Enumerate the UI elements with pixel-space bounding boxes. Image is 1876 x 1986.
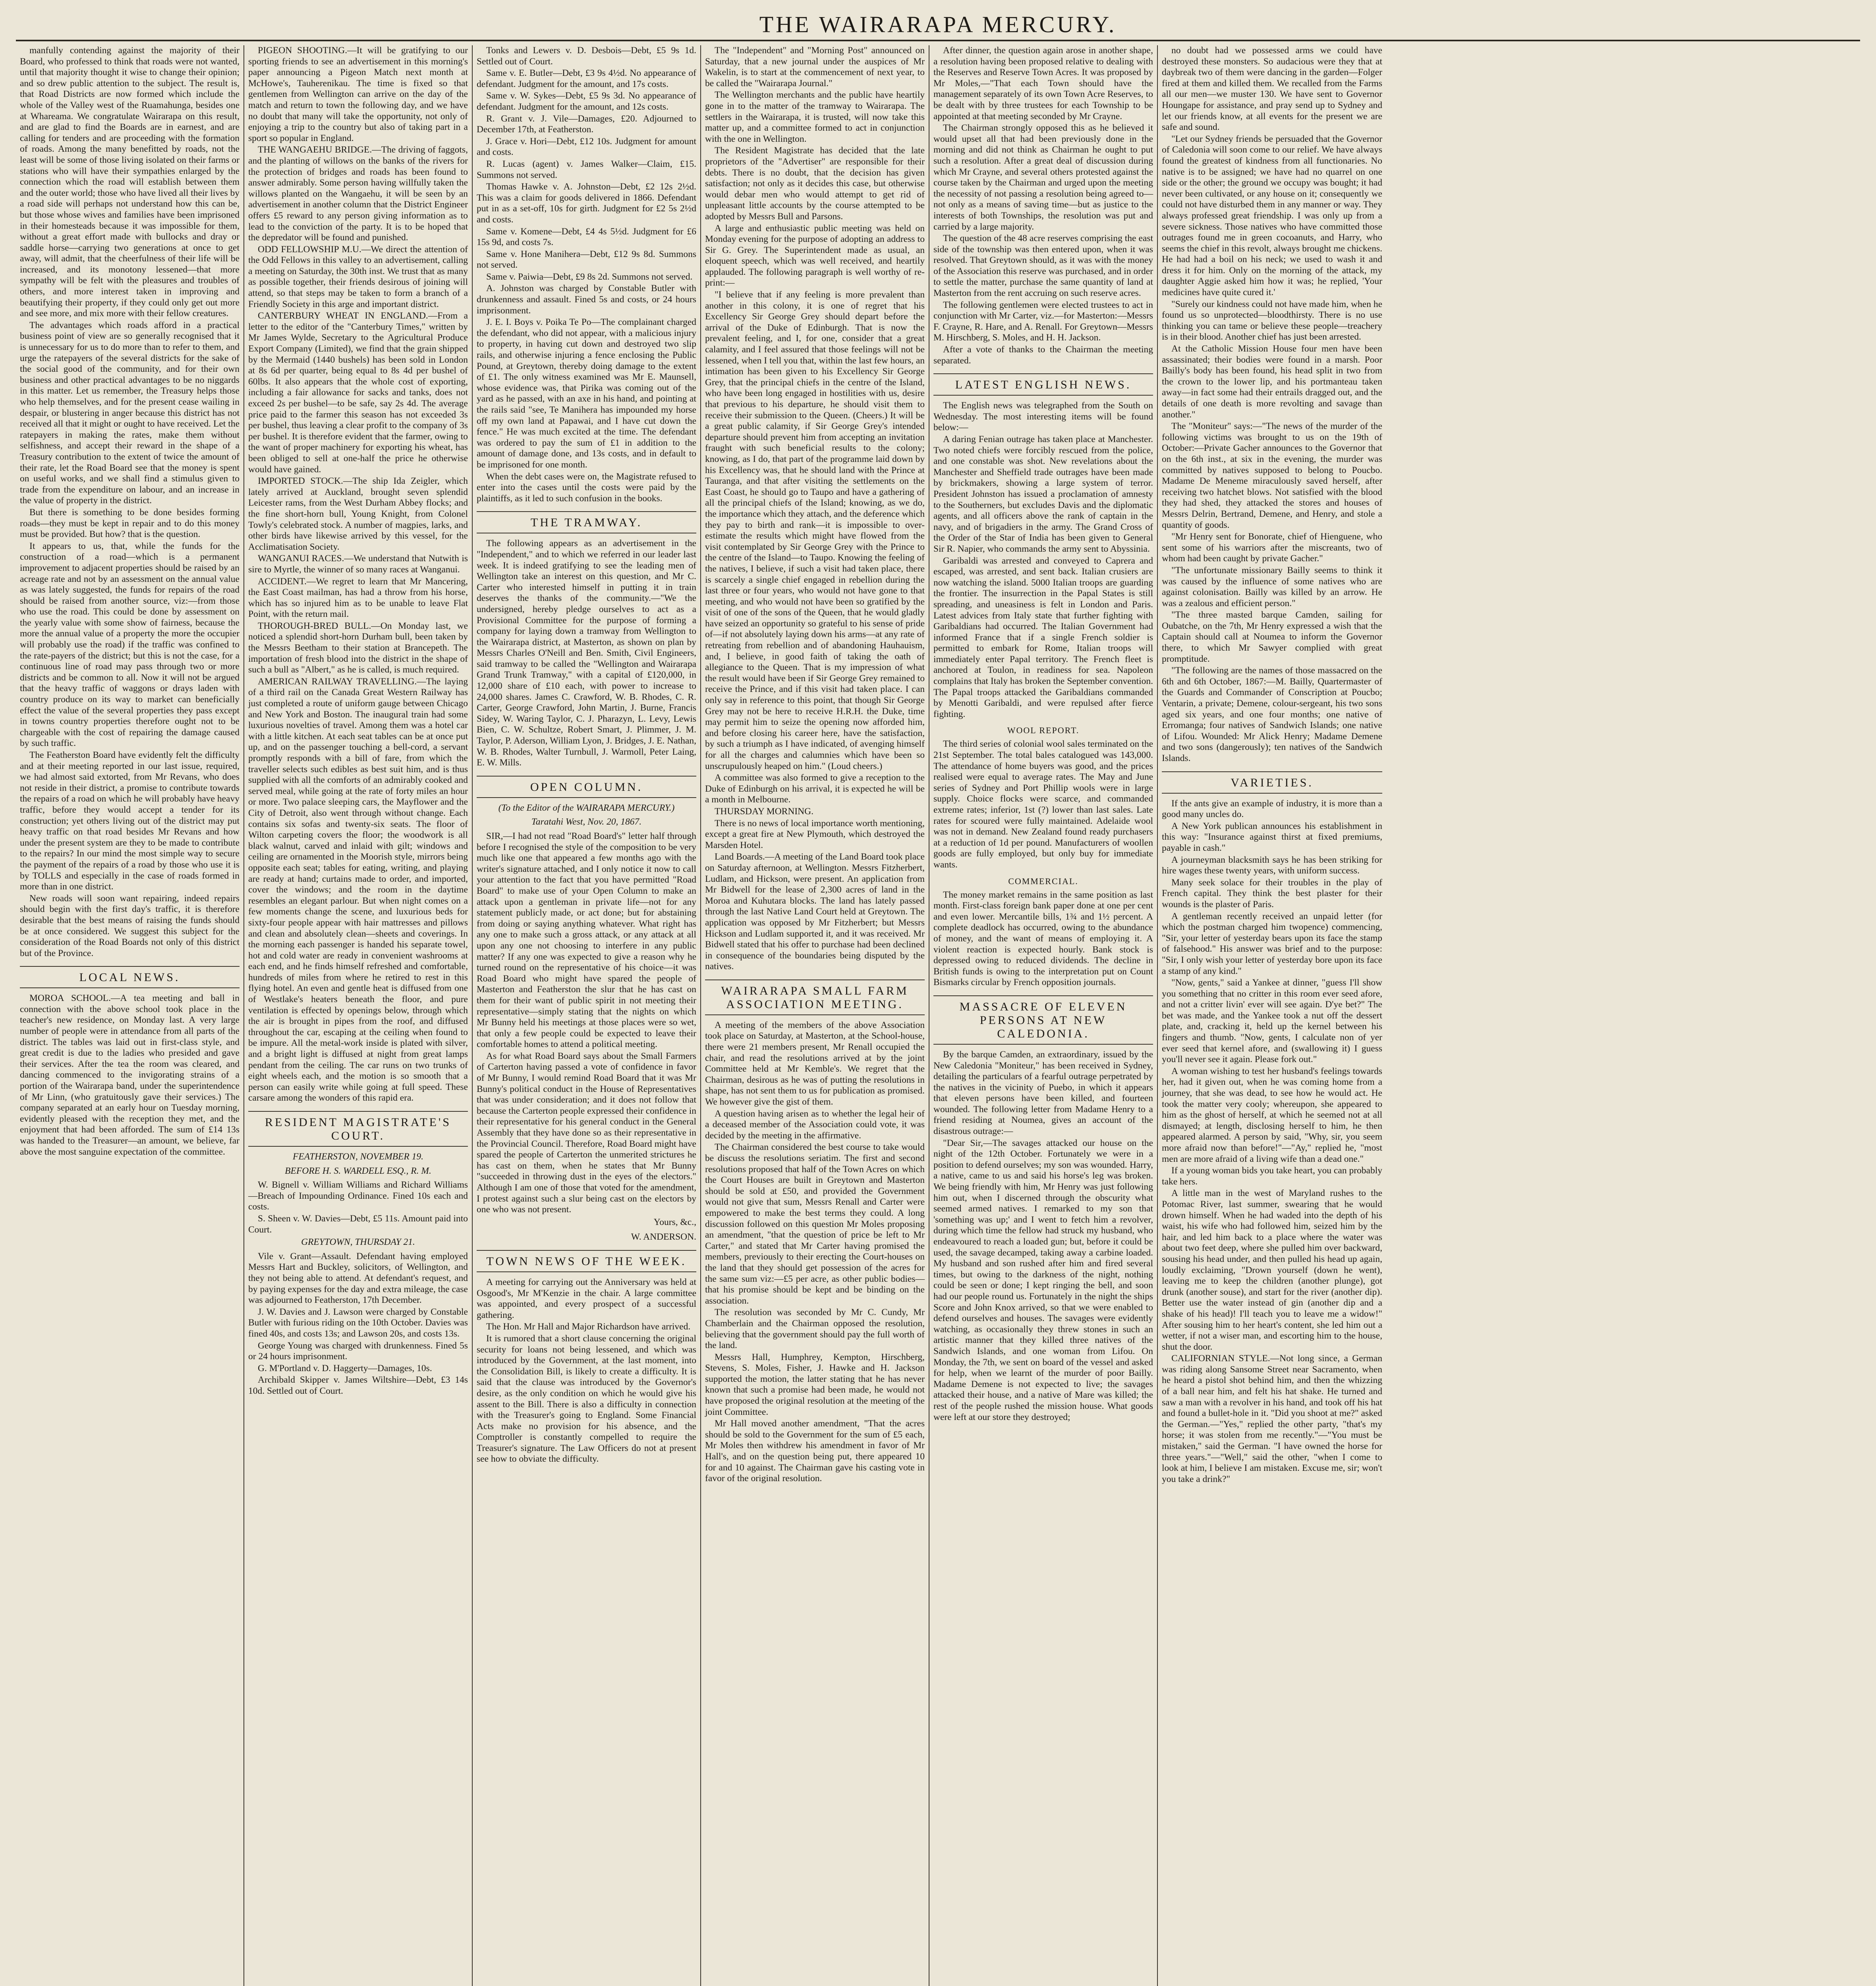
article-paragraph: The "Moniteur" says:—"The news of the murder of the following victims was brought to us on the 19th of October:—Private Gacher announces to the Governor that on the 6th inst., at six in the evening, the murder was committed by natives supposed to belong to Poucbo. Madame De Meneme miraculously saved herself, after receiving two hatchet blows. Not satisfied with the blood they had shed, they attacked the stores and houses of Messrs Delrin, Bertrand, Demene, and Henry, and stole a quantity of goods. xyxy=(1162,421,1382,530)
article-paragraph: Many seek solace for their troubles in the play of French capital. They think the best plaster for their wounds is the plaster of Paris. xyxy=(1162,877,1382,910)
article-paragraph: A committee was also formed to give a reception to the Duke of Edinburgh on his arrival, it is expected he will be a month in Melbourne. xyxy=(705,773,925,805)
article-paragraph: Same v. Paiwia—Debt, £9 8s 2d. Summons not served. xyxy=(486,271,693,282)
article-paragraph: If the ants give an example of industry, it is more than a good many uncles do. xyxy=(1162,798,1382,820)
dateline: (To the Editor of the WAIRARAPA MERCURY.) xyxy=(498,802,675,813)
article-paragraph: THOROUGH-BRED BULL.—On Monday last, we noticed a splendid short-horn Durham bull, been taken by the Messrs Beetham to their station at Brancepeth. The importation of fresh blood into the district in the shape of such a bull as "Albert," as he is called, is much required. xyxy=(248,620,468,675)
article-paragraph: The following gentlemen were elected trustees to act in conjunction with Mr Carter, viz.—for Masterton:—Messrs F. Crayne, R. Hare, and A. Renall. For Greytown—Messrs M. Hirschberg, S. Moles, and H. H. Jackson. xyxy=(933,299,1153,343)
article-paragraph: The Featherston Board have evidently felt the difficulty and at their meeting reported in our last issue, required, we had almost said extorted, from Mr Revans, who does not reside in their district, a promise to contribute towards the repairs of a road on which he will probably have heavy traffic, before they would accept a tender for its construction; yet others living out of the district may put heavy traffic on that road besides Mr Revans and how under the present system are they to be made to contribute to the repairs? In our mind the most simple way to secure the payment of the repairs of a road by those who use it is by TOLLS and especially in the case of roads formed in more than in one district. xyxy=(20,750,240,892)
column-4 xyxy=(701,45,929,1986)
dateline: BEFORE H. S. WARDELL ESQ., R. M. xyxy=(285,1165,431,1176)
article-paragraph: R. Lucas (agent) v. James Walker—Claim, £15. Summons not served. xyxy=(477,158,696,180)
article-paragraph: The English news was telegraphed from the South on Wednesday. The most interesting items will be found below:— xyxy=(933,400,1153,433)
article-paragraph: Thomas Hawke v. A. Johnston—Debt, £2 12s 2½d. This was a claim for goods delivered in 1866. Defendant put in as a set-off, 10s for girth. Judgment for £2 5s 2½d and costs. xyxy=(477,182,696,225)
article-paragraph: manfully contending against the majority of their Board, who professed to think that roads were not wanted, until that majority thought it wise to change their opinion; and so drew public attention to the subject. The result is, that Road Districts are now formed which include the whole of the Valley west of the Ruamahunga, besides one at Whareama. We congratulate Wairarapa on this result, and are glad to find the Boards are in earnest, and are calling for tenders and are proceeding with the formation of roads. Among the many benefitted by roads, not the least will be some of those living isolated on their farms or stations who will have their sympathies enlarged by the connection which the road will establish between them and the outer world; those who have lived all their lives by a road side will perhaps not understand how this can be, but those whose wives and families have been imprisoned in their homesteads because it was impossible for them, without a great effort made with bullocks and dray or saddle horse—carrying two generations at once to get away, will admit, that the cheerfulness of their life will be increased, and its monotony lessened—that more sympathy will be felt with the pleasures and troubles of others, and more interest taken in improving and beautifying their property, if they could only get out more and see more, and mix more with their fellow creatures. xyxy=(20,45,240,319)
article-paragraph: "The unfortunate missionary Bailly seems to think it was caused by the influence of some natives who are against colonisation. Bailly was killed by an arrow. He was a zealous and efficient person." xyxy=(1162,565,1382,609)
section-heading: LATEST ENGLISH NEWS. xyxy=(933,373,1153,396)
article-paragraph: S. Sheen v. W. Davies—Debt, £5 11s. Amount paid into Court. xyxy=(248,1213,468,1235)
article-paragraph: The money market remains in the same position as last month. First-class foreign bank paper done at one per cent and even lower. Mercantile bills, 1¾ and 1½ percent. A complete deadlock has occurred, owing to the abundance of money, and the want of means of employing it. A violent reaction is expected hourly. Bank stock is depressed owing to reduced dividends. The decline in British funds is owing to the interpretation put on Count Bismarks circular by French opposition journals. xyxy=(933,889,1153,988)
section-heading: MASSACRE OF ELEVEN PERSONS AT NEW CALEDONIA. xyxy=(933,995,1153,1045)
article-paragraph: The "Independent" and "Morning Post" announced on Saturday, that a new journal under the auspices of Mr Wakelin, is to start at the commencement of next year, to be called the "Wairarapa Journal." xyxy=(705,45,925,89)
article-paragraph: Garibaldi was arrested and conveyed to Caprera and escaped, was arrested, and sent back. Italian crusiers are now watching the island. 5000 Italian troops are guarding the frontier. The insurrection in the Papal States is still spreading, and uneasiness is felt in London and Paris. Latest advices from Italy state that further fighting with Garibaldians had occurred. The Italian Government had informed France that if a single French soldier is permitted to embark for Rome, Italian troops will immediately enter Papal territory. The French fleet is anchored at Toulon, in readiness for sea. Napoleon complains that Italy has broken the September convention. The Papal troops attacked the Garibaldians commanded by Menotti Garibaldi, and were repulsed after fierce fighting. xyxy=(933,555,1153,719)
article-paragraph: The following appears as an advertisement in the "Independent," and to which we referred in our leader last week. It is indeed gratifying to see the leading men of Wellington take an interest on this question, and Mr C. Carter who interested himself in putting it in train deserves the thanks of the community.—"We the undersigned, hereby pledge ourselves to act as a Provisional Committee for the purpose of forming a company for laying down a tramway from Wellington to the Wairarapa district, at Masterton, as shown on plan by Messrs Charles O'Neill and Ben. Smith, Civil Engineers, said tramway to be called the "Wellington and Wairarapa Grand Trunk Tramway," with a capital of £120,000, in 12,000 share of £10 each, with power to increase to 24,000 shares. James C. Crawford, W. B. Rhodes, C. R. Carter, George Crawford, John Martin, J. Burne, Francis Sidey, W. Waring Taylor, C. J. Pharazyn, L. Levy, Lewis Bien, C. W. Schultze, Robert Smart, J. Plimmer, J. M. Taylor, P. Aderson, William Lyon, J. Bridges, J. E. Nathan, W. B. Rhodes, Walter Turnbull, J. Warmoll, Peter Laing, E. W. Mills. xyxy=(477,538,696,768)
article-paragraph: "Surely our kindness could not have made him, when he found us so unprotected—bloodthirsty. There is no use thinking you can tame or believe these people—treachery is in their blood. Another chief has just been arrested. xyxy=(1162,299,1382,342)
article-paragraph: Same v. Hone Manihera—Debt, £12 9s 8d. Summons not served. xyxy=(477,249,696,270)
article-paragraph: W. Bignell v. William Williams and Richard Williams—Breach of Impounding Ordinance. Fined 10s each and costs. xyxy=(248,1180,468,1212)
article-paragraph: As for what Road Board says about the Small Farmers of Carterton having passed a vote of confidence in favor of Mr Bunny, I would remind Road Board that it was Mr Bunny's political conduct in the House of Representatives that was under consideration; and it does not follow that because the Carterton people expressed their confidence in their representative for his general conduct in the General Assembly that they have done so as their representative in the Provincial Council. Therefore, Road Board might have spared the people of Carterton the unmerited strictures he has cast on them, when he states that Mr Bunny "succeeded in throwing dust in the eyes of the electors." Although I am one of those that voted for the amendment, I protest against such a slur being cast on the electors by one who was not present. xyxy=(477,1051,696,1215)
dateline: FEATHERSTON, NOVEMBER 19. xyxy=(293,1151,423,1162)
article-paragraph: "Mr Henry sent for Bonorate, chief of Hienguene, who sent some of his warriors after the miscreants, two of whom had been caught by private Gacher." xyxy=(1162,531,1382,564)
article-paragraph: "Dear Sir,—The savages attacked our house on the night of the 12th October. Fortunately we were in a position to defend ourselves; my son was wounded. Harry, a native, came to us and said his horse's leg was broken. We being friendly with him, Mr Henry was just following him out, when I discerned through the obscurity what seemed armed natives. I remarked to my son that 'something was up;' and I went to fetch him a revolver, during which time the fellow had struck my husband, who endeavoured to reach a loaded gun; but, before it could be used, the savage decamped, taking away a carbine loaded. My husband and son rushed after him and fired several times, but owing to the darkness of the night, nothing could be seen or done; I kept ringing the bell, and soon had our people round us. Fortunately in the night the ships Score and John Knox arrived, so that we were enabled to defend ourselves and houses. The savages were evidently watching, as occasionally they threw stones in such an artistic manner that they killed three natives of the Sandwich Islands, and one woman from Lifou. On Monday, the 7th, we sent on board of the vessel and asked for help, when we learnt of the murder of poor Bailly. Madame Demene is not expected to live; the savages attacked their house, and a native of Mare was killed; the rest of the people rushed the mission house. What goods were left at our store they destroyed; xyxy=(933,1138,1153,1422)
article-paragraph: Vile v. Grant—Assault. Defendant having employed Messrs Hart and Buckley, solicitors, of Wellington, and they not being able to attend. At defendant's request, and by paying expenses for the day and extra mileage, the case was adjourned to Featherston, 17th December. xyxy=(248,1251,468,1306)
article-paragraph: "I believe that if any feeling is more prevalent than another in this colony, it is one of regret that his Excellency Sir George Grey should depart before the arrival of the Duke of Edinburgh. That is now the prevalent feeling, and I, for one, consider that a great calamity, and I feel assured that those feelings will not be lessened, when I tell you that, within the last few hours, an intimation has been given to his Excellency Sir George Grey, that the principal chiefs in the centre of the Island, who have been long engaged in hostilities with us, desire that previous to his departure, he should visit them to receive their submission to the Queen. (Cheers.) It will be a great public calamity, if Sir George Grey's intended departure should prevent him from accepting an invitation fraught with such beneficial results to the colony; knowing, as I do, that part of the programme laid down by his Excellency was, that he should land with the Prince at Tauranga, and that after visiting the settlements on the East Coast, he should go to Taupo and have a gathering of all the principal chiefs of the Island; knowing, as we do, the importance which they attach, and the deference which they pay to birth and rank—it is impossible to over-estimate the results which might have flowed from the visit contemplated by Sir George Grey with the Prince to the centre of the Island—to Taupo. Knowing the feeling of the natives, I believe, if such a visit had taken place, there is scarcely a single chief engaged in rebellion during the last three or four years, who would not have gone to that meeting, and who would not have been so gratified by the visit of one of the sons of the Queen, that he would gladly have seized an opportunity so grateful to his sense of pride of—if not absolutely laying down his arms—at any rate of retreating from rebellion and of abandoning Hauhauism, and, I believe, in good faith of taking the oath of allegiance to the Queen. That is my impression of what the result would have been if Sir George Grey remained to receive the Prince, and if this visit had taken place. I can only say in reference to this point, that though Sir George Grey may not be here to receive H.R.H. the Duke, time may permit him to seize the opening now afforded him, and before closing his career here, have the satisfaction, by such a triumph as I have indicated, of avenging himself for all the charges and calumnies which have been so unscrupulously heaped on him." (Loud cheers.) xyxy=(705,290,925,771)
subheading: WOOL REPORT. xyxy=(1007,725,1080,736)
article-paragraph: Same v. E. Butler—Debt, £3 9s 4½d. No appearance of defendant. Judgment for the amount, and 17s costs. xyxy=(477,68,696,89)
article-paragraph: A question having arisen as to whether the legal heir of a deceased member of the Association could vote, it was decided by the meeting in the affirmative. xyxy=(705,1108,925,1141)
article-paragraph: AMERICAN RAILWAY TRAVELLING.—The laying of a third rail on the Canada Great Western Railway has just completed a route of uniform gauge between Chicago and New York and Boston. The inaugural train had some luxurious novelties of travel. Among them was a hotel car with a little kitchen. At each seat tables can be at once put up, and on the passenger touching a bell-cord, a servant promptly responds with a bill of fare, from which the traveller selects such edibles as best suit him, and is thus supplied with all the comforts of an admirably cooked and served meal, while going at the rate of forty miles an hour or more. Two palace sleeping cars, the Mayflower and the City of Detroit, also went through without change. Each contains six sofas and twenty-six seats. The floor of Wilton carpeting covers the floor; the woodwork is all black walnut, carved and inlaid with gilt; windows and ceiling are ornamented in the Moorish style, mirrors being opposite each seat; tables for eating, writing, and playing are ready at hand; curtains made to order, and imported, cover the windows; and the room in the daytime resembles an elegant parlour. But when night comes on a few moments change the scene, and luxurious beds for sixty-four people appear with hair mattresses and pillows and clean and absolutely clean—sheets and coverings. In the morning each passenger is handed his separate towel, hot and cold water are ready in convenient washrooms at each end, and he finds himself refreshed and comfortable, hundreds of miles from where he retired to rest in this flying hotel. An even and gentle heat is diffused from one of Westlake's heaters beneath the floor, and pure ventilation is effected by openings below, through which the air is brought in pipes from the roof, and diffused throughout the car, escaping at the ceiling when found to be impure. All the metal-work inside is plated with silver, and a bright light is diffused at night from great lamps pendant from the ceiling. The car runs on two trunks of eight wheels each, and the motion is so smooth that a person can easily write while going at full speed. These carsare among the wonders of this rapid era. xyxy=(248,676,468,1103)
article-paragraph: A daring Fenian outrage has taken place at Manchester. Two noted chiefs were forcibly rescued from the police, and one constable was shot. New revelations about the Manchester and Sheffield trade outrages have been made by brickmakers, showing a large system of terror. President Johnston has issued a proclamation of amnesty to the Southerners, but excludes Davis and the diplomatic agents, and all officers above the rank of captain in the navy, and of brigadiers in the army. The Grand Cross of the Order of the Star of India has been given to General Sir R. Napier, who commands the army sent to Abyssinia. xyxy=(933,434,1153,554)
section-heading: LOCAL NEWS. xyxy=(20,966,240,988)
column-1 xyxy=(16,45,244,1986)
section-heading: TOWN NEWS OF THE WEEK. xyxy=(477,1250,696,1272)
article-paragraph: ODD FELLOWSHIP M.U.—We direct the attention of the Odd Fellows in this valley to an advertisement, calling a meeting on Saturday, the 30th inst. We trust that as many as possible together, their friends desirous of joining will attend, so that steps may be taken to form a branch of a Friendly Society in this arge and important district. xyxy=(248,244,468,309)
article-paragraph: CANTERBURY WHEAT IN ENGLAND.—From a letter to the editor of the "Canterbury Times," written by Mr James Wylde, Secretary to the Agricultural Produce Export Company (Limited), we find that the grain shipped by the Mermaid (1440 bushels) has been sold in London at 8s 6d per quarter, being equal to 8s 4d per bushel of 60lbs. It also appears that the whole cost of exporting, including a fair allowance for sacks and tanks, does not exceed 2s per bushel—to be safe, say 2s 4d. The average price paid to the farmer this season has not exceeded 3s per bushel, thus leaving a clear profit to the company of 3s per bushel. It is therefore evident that the farmer, owing to the want of proper machinery for exporting his wheat, has been obliged to sell at one-half the price he otherwise would have gained. xyxy=(248,311,468,475)
section-heading: RESIDENT MAGISTRATE'S COURT. xyxy=(248,1111,468,1147)
signature-line: W. ANDERSON. xyxy=(631,1232,696,1242)
article-paragraph: "The following are the names of those massacred on the 6th and 6th October, 1867:—M. Bailly, Quartermaster of the Guards and Commander of Conscription at Poucbo; Ventarin, a private; Demene, colour-sergeant, his two sons aged six years, and one four months; one native of Erromanga; four natives of Sandwich Islands; one native of Lifou. Wounded: Mr Alick Henry; Madame Demene and two sons (dangerously); ten natives of the Sandwich Islands. xyxy=(1162,665,1382,763)
article-paragraph: It appears to us, that, while the funds for the construction of a road—which is a permanent improvement to adjacent properties should be raised by an acreage rate and not by an assessment on the annual value as was lately suggested, the funds for repairs of the road should be raised from another source, viz:—from those who use the road. This could be done by assessment on the yearly value with some show of fairness, because the more the annual value of a property the more the occupier will probably use the road) if the traffic was confined to the rate-payers of the district; but this is not the case, for a continuous line of road may pass through two or more districts and be common to all. Now it will not be argued that the heavy traffic of waggons or drays laden with country produce on its way to market can beneficially effect the value of the several properties they pass except in towns country properties therefore ought not to be chargeable with the cost of repairing the damage caused by such traffic. xyxy=(20,541,240,749)
column-6 xyxy=(1158,45,1386,1986)
article-paragraph: New roads will soon want repairing, indeed repairs should begin with the first day's traffic, it is therefore desirable that the best means of raising the funds should be at once considered. We suggest this subject for the consideration of the Road Boards not only of this district but of the Province. xyxy=(20,893,240,958)
article-paragraph: IMPORTED STOCK.—The ship Ida Zeigler, which lately arrived at Auckland, brought seven splendid Leicester rams, from the West Durham Abbey flocks; and the fine short-horn bull, Young Knight, from Colonel Towly's celebrated stock. A number of magpies, larks, and other birds have likewise arrived by this vessel, for the Acclimatisation Society. xyxy=(248,476,468,552)
article-paragraph: J. Grace v. Hori—Debt, £12 10s. Judgment for amount and costs. xyxy=(477,136,696,158)
masthead: THE WAIRARAPA MERCURY. xyxy=(759,12,1117,37)
article-paragraph: PIGEON SHOOTING.—It will be gratifying to our sporting friends to see an advertisement in this morning's paper announcing a Pigeon Match next month at McHowe's, Tauherenikau. The time is fixed so that gentlemen from Wellington can arrive on the day of the match and return to town the following day, and we have no doubt that many will take the opportunity, not only of enjoying a trip to the country but also of taking part in a sport so popular in England. xyxy=(248,45,468,143)
article-paragraph: A journeyman blacksmith says he has been striking for hire wages these twenty years, with uniform success. xyxy=(1162,854,1382,876)
article-paragraph: Same v. W. Sykes—Debt, £5 9s 3d. No appearance of defendant. Judgment for the amount, and 12s costs. xyxy=(477,91,696,112)
section-heading: VARIETIES. xyxy=(1162,771,1382,794)
article-paragraph: Mr Hall moved another amendment, "That the acres should be sold to the Government for the sum of £5 each, Mr Moles then withdrew his amendment in favor of Mr Hall's, and on the question being put, there appeared 10 for and 10 against. The Chairman gave his casting vote in favor of the original resolution. xyxy=(705,1418,925,1484)
article-paragraph: MOROA SCHOOL.—A tea meeting and ball in connection with the above school took place in the teacher's new residence, on Monday last. A very large number of people were in attendance from all parts of the district. The tables was laid out in first-class style, and great credit is due to the ladies who presided and gave their services. After the tea the room was cleared, and dancing commenced to the invigorating strains of a portion of the Wairarapa band, under the superintendence of Mr Linn, (who gratuitously gave their services.) The company separated at an early hour on Tuesday morning, evidently pleased with the reception they met, and the enjoyment that had been afforded. The sum of £14 13s was handed to the Treasurer—an amount, we believe, far above the most sanguine expectation of the committee. xyxy=(20,993,240,1157)
signature-line: Yours, &c., xyxy=(653,1217,696,1227)
article-paragraph: Archibald Skipper v. James Wiltshire—Debt, £3 14s 10d. Settled out of Court. xyxy=(248,1375,468,1396)
article-paragraph: A woman wishing to test her husband's feelings towards her, had it given out, when he was coming home from a journey, that she was dead, to see how he would act. He took the matter very cooly; whereupon, she appeared to him as the ghost of herself, at which he seemed not at all dismayed; at length, disclosing herself to him, he then appeared alarmed. A person by said, "Why, sir, you seem more afraid now than before!"—"Ay," replied he, "most men are more afraid of a living wife than a dead one." xyxy=(1162,1066,1382,1164)
article-paragraph: The Wellington merchants and the public have heartily gone in to the matter of the tramway to Wairarapa. The settlers in the Wairarapa, it is trusted, will now take this matter up, and a committee formed to act in conjunction with the one in Wellington. xyxy=(705,90,925,144)
columns xyxy=(16,45,1860,1986)
section-heading: WAIRARAPA SMALL FARM ASSOCIATION MEETING. xyxy=(705,979,925,1015)
article-paragraph: A meeting for carrying out the Anniversary was held at Osgood's, Mr M'Kenzie in the chair. A large committee was appointed, and every prospect of a successful gathering. xyxy=(477,1277,696,1320)
article-paragraph: By the barque Camden, an extraordinary, issued by the New Caledonia "Moniteur," has been received in Sydney, detailing the particulars of a fearful outrage perpetrated by the natives in the vicinity of Puebo, in which it appears that eleven persons have been killed, and fourteen wounded. The following letter from Madame Henry to a friend residing at Noumea, gives an account of the disastrous outrage:— xyxy=(933,1049,1153,1137)
article-paragraph: A large and enthusiastic public meeting was held on Monday evening for the purpose of adopting an address to Sir G. Grey. The Superintendent made as usual, an eloquent speech, which was well received, and heartily applauded. The following paragraph is well worthy of re-print:— xyxy=(705,223,925,288)
article-paragraph: It is rumored that a short clause concerning the original security for loans not being lessened, and which was introduced by the Government, at the last moment, into the Consolidation Bill, is likely to create a difficulty. It is said that the clause was introduced by the Governor's desire, as the only condition on which he would give his assent to the Bill. There is also a difficulty in connection with the Treasurer's going to England. Some Financial Acts make no provision for his absence, and the Comptroller is constantly compelled to require the Treasurer's signature. The Law Officers do not at present see how to obviate the difficulty. xyxy=(477,1333,696,1464)
dateline: Taratahi West, Nov. 20, 1867. xyxy=(531,817,642,827)
column-3 xyxy=(473,45,701,1986)
article-paragraph: "Let our Sydney friends be persuaded that the Governor of Caledonia will soon come to our relief. We have always found the greatest of kindness from all functionaries. No native is to be assigned; we have had no quarrel on one side or the other; the ground we occupy was bought; it had never been cultivated, or any house on it; consequently we could not have disturbed them in any manner or way. They always professed great friendship. I was only up from a severe sickness. Those natives who have committed those outrages found me in green cocoanuts, and Harry, who seems the chief in this revolt, always brought me chickens. He had had a boil on his neck; we used to wash it and dress it for him. Only on the morning of the attack, my daughter Aggie asked him how it was; he replied, 'Your medicines have quite cured it.' xyxy=(1162,133,1382,298)
article-paragraph: But there is something to be done besides forming roads—they must be kept in repair and to do this money must be provided. But how? that is the question. xyxy=(20,507,240,540)
section-heading: OPEN COLUMN. xyxy=(477,776,696,798)
article-paragraph: G. M'Portland v. D. Haggerty—Damages, 10s. xyxy=(258,1363,432,1374)
article-paragraph: ACCIDENT.—We regret to learn that Mr Mancering, the East Coast mailman, has had a throw from his horse, which has so injured him as to be unable to leave Flat Point, with the return mail. xyxy=(248,576,468,620)
dateline: GREYTOWN, THURSDAY 21. xyxy=(301,1237,415,1248)
article-paragraph: A. Johnston was charged by Constable Butler with drunkenness and assault. Fined 5s and costs, or 24 hours imprisonment. xyxy=(477,283,696,316)
article-paragraph: If a young woman bids you take heart, you can probably take hers. xyxy=(1162,1165,1382,1187)
article-paragraph: George Young was charged with drunkenness. Fined 5s or 24 hours imprisonment. xyxy=(248,1340,468,1362)
article-paragraph: THE WANGAEHU BRIDGE.—The driving of faggots, and the planting of willows on the banks of the rivers for the protection of bridges and roads has been found to answer admirably. Some person having willfully taken the willows planted on the Wangaehu, it will be seen by an advertisement in another column that the District Engineer offers £5 reward to any person giving information as to lead to the conviction of the party. It is to be hoped that the depredator will be found and punished. xyxy=(248,145,468,243)
article-paragraph: The resolution was seconded by Mr C. Cundy, Mr Chamberlain and the Chairman opposed the resolution, believing that the government should pay the full worth of the land. xyxy=(705,1307,925,1351)
subheading: COMMERCIAL. xyxy=(1008,876,1078,886)
column-2 xyxy=(244,45,473,1986)
article-paragraph: After dinner, the question again arose in another shape, a resolution having been proposed relative to dealing with the Reserves and Reserve Town Acres. It was proposed by Mr Moles,—"That each Town should have the management separately of its own Town Acre Reserves, to be dealt with by three trustees for each Township to be appointed at that meeting seconded by Mr Crayne. xyxy=(933,45,1153,122)
article-paragraph: WANGANUI RACES.—We understand that Nutwith is sire to Myrtle, the winner of so many races at Wanganui. xyxy=(248,553,468,575)
article-paragraph: The Resident Magistrate has decided that the late proprietors of the "Advertiser" are responsible for their debts. There is no doubt, that the decision has given satisfaction; not only as it decides this case, but otherwise would debar men who would attempt to get rid of unpleasant little accounts by the course attempted to be adopted by Messrs Bull and Parsons. xyxy=(705,145,925,222)
article-paragraph: THURSDAY MORNING. xyxy=(715,806,813,817)
article-paragraph: There is no news of local importance worth mentioning, except a great fire at New Plymouth, which destroyed the Marsden Hotel. xyxy=(705,818,925,850)
article-paragraph: Messrs Hall, Humphrey, Kempton, Hirschberg, Stevens, S. Moles, Fisher, J. Hawke and H. Jackson supported the motion, the latter stating that he has never known that such a promise had been made, he would not have proposed the original resolution at the meeting of the joint Committee. xyxy=(705,1352,925,1417)
article-paragraph: "The three masted barque Camden, sailing for Oubatche, on the 7th, Mr Henry expressed a wish that the Captain should call at Noumea to inform the Governor there, to which Mr Sawyer complied with great promptitude. xyxy=(1162,610,1382,664)
article-paragraph: The Chairman strongly opposed this as he believed it would upset all that had been previously done in the morning and did not think as Chairman he ought to put such a resolution. After a great deal of discussion during which Mr Crayne, and several others protested against the course taken by the Chairman and urged upon the meeting the necessity of not passing a resolution being agreed to—not only as a means of saving time—but as justice to the interests of both Townships, the resolution was put and carried by a large majority. xyxy=(933,123,1153,232)
article-paragraph: A meeting of the members of the above Association took place on Saturday, at Masterton, at the School-house, there were 21 members present, Mr Renall occupied the chair, and read the resolutions arrived at by the joint Committee held at Mr Kemble's. We regret that the Chairman, desirous as he was of putting the resolutions in shape, has not sent them to us for publication as promised. We however give the gist of them. xyxy=(705,1020,925,1107)
article-paragraph: A little man in the west of Maryland rushes to the Potomac River, last summer, swearing that he would drown himself. When he had waded into the depth of his waist, his wife who had followed him, seized him by the hair, and led him back to a place where the water was about two feet deep, where she pulled him over backward, sousing his head under, and then pulled his head up again, loudly exclaiming, "Drown yourself (down he went), leaving me to keep the children (another plunge), got drunk (another souse), and start for the river (another dip). Better use the water instead of gin (another dip and a shake of his head)! I'll teach you to leave me a widow!" After sousing him to her heart's content, she led him out a wetter, if not a wiser man, and escorting him to the house, shut the door. xyxy=(1162,1188,1382,1352)
article-paragraph: The advantages which roads afford in a practical business point of view are so generally recognised that it is unnecessary for us to do more than to refer to them, and urge the ratepayers of the several districts for the sake of the social good of the community, and for their own business and other practical advantages to be no niggards in this matter. Let us remember, the Treasury helps those who help themselves, and for the present cease wailing in despair, or blustering in anger because this district has not received all that it might or ought to have received. Let the ratepayers in making the rates, make them without selfishness, and accept their reward in the shape of a Treasury contribution to the extent of twice the amount of their rate, let the Road Board see that the money is spent on useful works, and we shall find a stimulus given to trade from the expenditure on labour, and an increase in the value of property in the district. xyxy=(20,320,240,506)
article-paragraph: The third series of colonial wool sales terminated on the 21st September. The total bales catalogued was 143,000. The attendance of home buyers was good, and the prices realised were equal to average rates. The May and June series of Sydney and Port Phillip wools were in large supply. Choice flocks were scarce, and commanded extreme rates; inferior, 1st (?) lower than last sales. Late rates for scoured were fully maintained. Adelaide wool was not in demand. New Zealand found ready purchasers at a reduction of 1d per pound. Manufacturers of woollen goods are fully employed, but only buy for immediate wants. xyxy=(933,739,1153,870)
article-paragraph: The question of the 48 acre reserves comprising the east side of the township was then entered upon, when it was resolved. That Greytown should, as it was with the money of the Association this reserve was purchased, and in order to settle the matter, purchase the same quantity of land at Masterton from the rent accruing on such reserve acres. xyxy=(933,233,1153,299)
article-paragraph: After a vote of thanks to the Chairman the meeting separated. xyxy=(933,344,1153,366)
article-paragraph: The Chairman considered the best course to take would be discuss the resolutions seriatim. The first and second resolutions proposed that half of the Town Acres on which the Court Houses are built in Greytown and Masterton should be sold at £50, and provided the Government would not give that sum, Messrs Renall and Carter were empowered to make the best terms they could. A long discussion followed on this question Mr Moles proposing an amendment, "that the question of price be left to Mr Carter," and stated that Mr Carter having promised the members, previously to their erecting the Court-houses on the land that they should get possession of the acres for the same sum viz:—£5 per acre, as other public bodies—that his promise should be kept and be binding on the association. xyxy=(705,1142,925,1306)
article-paragraph: SIR,—I had not read "Road Board's" letter half through before I recognised the style of the composition to be very much like one that appeared a few months ago with the writer's signature attached, and I only notice it now to call your attention to the fact that you have permitted "Road Board" to make use of your Open Column to make an attack upon a gentleman in private life—not for any statement publicly made, or act done; but for abstaining from doing or saying anything whatever. What right has any one to make such a gross attack, or any attack at all upon any one not choosing to interfere in any public matter? If any one was expected to give a reason why he turned round on the representative of his choice—it was Road Board who might have spared the people of Masterton and Featherston the slur that he has cast on them for their want of public spirit in not meeting their representative—simply stating that the nights on which Mr Bunny held his meetings at those places were so wet, that only a few people could be expected to leave their comfortable homes to attend a political meeting. xyxy=(477,831,696,1050)
article-paragraph: Land Boards.—A meeting of the Land Board took place on Saturday afternoon, at Wellington. Messrs Fitzherbert, Ludlam, and Hickson, were present. An application from Mr Bidwell for the lease of 2,300 acres of land in the Moroa and Kuhutara blocks. The land has lately passed through the last Native Land Court held at Greytown. The application was opposed by Mr Fitzherbert; but Messrs Hickson and Ludlam supported it, and it was received. Mr Bidwell stated that his offer to purchase had been declined in consequence of the boundaries being disputed by the natives. xyxy=(705,852,925,972)
article-paragraph: A New York publican announces his establishment in this way: "Insurance against thirst at fixed premiums, payable in cash." xyxy=(1162,821,1382,853)
article-paragraph: no doubt had we possessed arms we could have destroyed these monsters. So audacious were they that at daybreak two of them were dancing in the garden—Folger fired at them and killed them. We recalled from the Farms all our men—we muster 130. We have sent to Governor Houngape for assistance, and pray send up to Sydney and let our friends know, at all events for the present we are safe and sound. xyxy=(1162,45,1382,133)
section-heading: THE TRAMWAY. xyxy=(477,511,696,533)
article-paragraph: When the debt cases were on, the Magistrate refused to enter into the cases until the costs were paid by the plaintiffs, as it led to such confusion in the books. xyxy=(477,471,696,504)
article-paragraph: Tonks and Lewers v. D. Desbois—Debt, £5 9s 1d. Settled out of Court. xyxy=(477,45,696,67)
masthead-rule xyxy=(16,40,1860,41)
article-paragraph: J. W. Davies and J. Lawson were charged by Constable Butler with furious riding on the 10th October. Davies was fined 40s, and costs 13s; and Lawson 20s, and costs 13s. xyxy=(248,1306,468,1339)
article-paragraph: R. Grant v. J. Vile—Damages, £20. Adjourned to December 17th, at Featherston. xyxy=(477,113,696,135)
article-paragraph: At the Catholic Mission House four men have been assassinated; their bodies were found in a marsh. Poor Bailly's body has been found, his head split in two from the crown to the lower lip, and his portmanteau taken away—in fact some had their entrails dragged out, and the details of one death is more revolting and savage than another." xyxy=(1162,344,1382,420)
column-5 xyxy=(929,45,1158,1986)
article-paragraph: The Hon. Mr Hall and Major Richardson have arrived. xyxy=(486,1321,691,1332)
article-paragraph: CALIFORNIAN STYLE.—Not long since, a German was riding along Sansome Street near Sacramento, when he heard a pistol shot behind him, and then the whizzing of a ball near him, and felt his hat shake. He turned and saw a man with a revolver in his hand, and took off his hat and found a bullet-hole in it. "Did you shoot at me?" asked the German.—"Yes," replied the other party, "that's my horse; it was stolen from me recently."—"You must be mistaken," said the German. "I have owned the horse for three years."—"Well," said the other, "when I come to look at him, I believe I am mistaken. Excuse me, sir; won't you take a drink?" xyxy=(1162,1353,1382,1484)
article-paragraph: A gentleman recently received an unpaid letter (for which the postman charged him twopence) commencing, "Sir, your letter of yesterday bears upon its face the stamp of falsehood." His answer was brief and to the purpose: "Sir, I only wish your letter of yesterday bore upon its face a stamp of any kind." xyxy=(1162,911,1382,976)
article-paragraph: Same v. Komene—Debt, £4 4s 5½d. Judgment for £6 15s 9d, and costs 7s. xyxy=(477,226,696,248)
article-paragraph: "Now, gents," said a Yankee at dinner, "guess I'll show you something that no critter in this room ever seed afore, and not a critter livin' ever will see again. D'ye bet?" The bet was made, and the Yankee took a nut off the dessert plate, and, cracking it, held up the kernel between his fingers and thumb. "Now, gents, I calculate non of yer ever seed that kernel afore, and (swallowing it) I guess you'll never see it again. Please fork out." xyxy=(1162,978,1382,1065)
article-paragraph: J. E. I. Boys v. Poika Te Po—The complainant charged the defendant, who did not appear, with a malicious injury to property, in having cut down and destroyed two slip rails, and otherwise injuring a fence enclosing the Public Pound, at Greytown, thereby doing damage to the extent of £1. The only witness examined was Mr E. Maunsell, whose evidence was, that Pirika was coming out of the yard as he passed, with an axe in his hand, and pointing at the rails said "see, Te Manihera has impounded my horse off my own land at Papawai, and I have cut down the fence." He was much excited at the time. The defendant was ordered to pay the sum of £1 in addition to the amount of damage done, and 13s costs, and in default to be imprisoned for one month. xyxy=(477,317,696,470)
